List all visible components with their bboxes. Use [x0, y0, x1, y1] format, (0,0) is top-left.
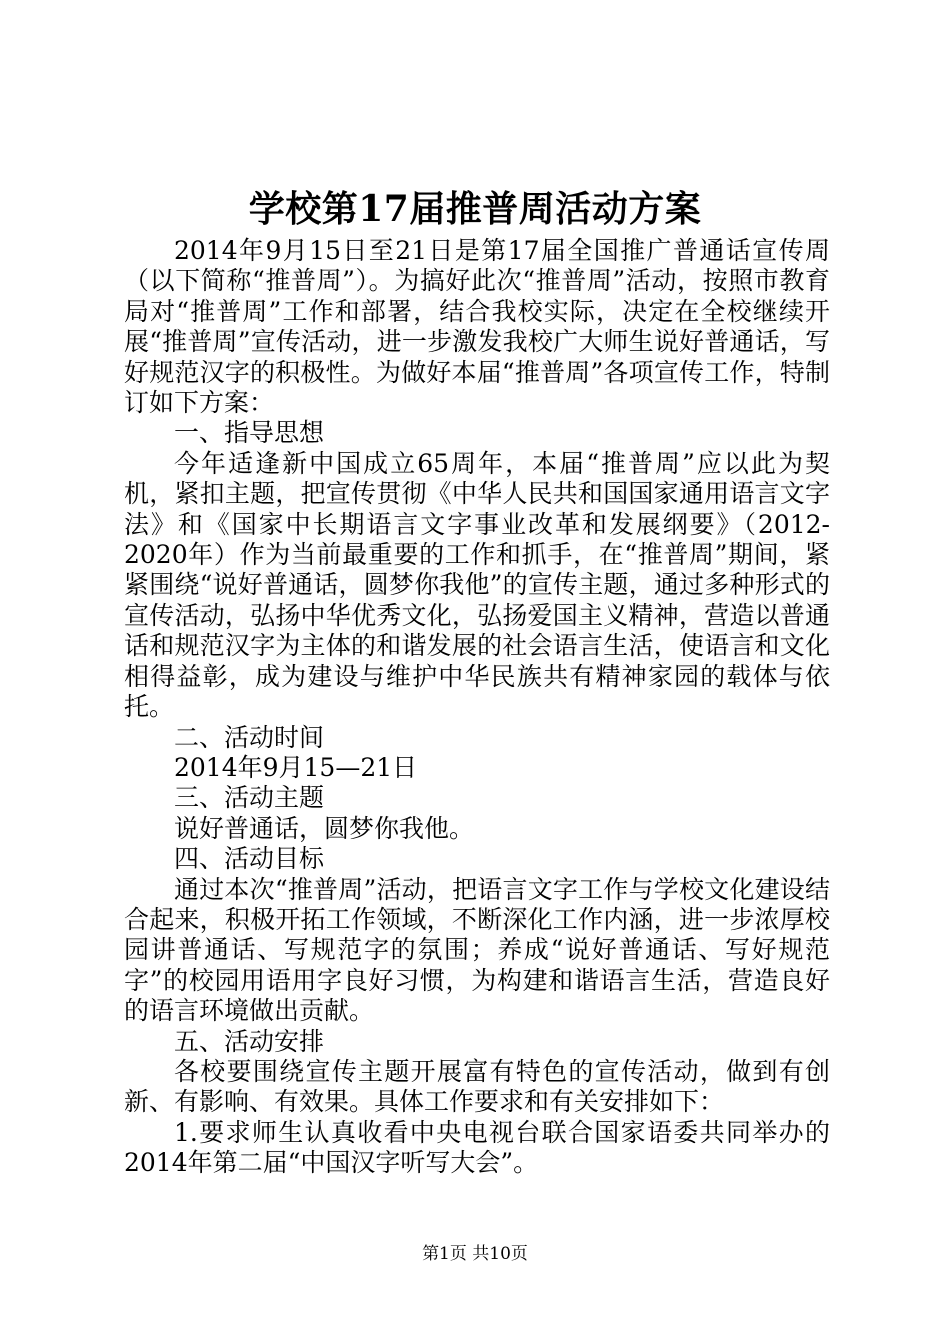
heading-activity-theme: 三、活动主题 [174, 783, 325, 813]
document-body [124, 236, 830, 1179]
paragraph-activity-arrangement: 各校要围绕宣传主题开展富有特色的宣传活动，做到有创新、有影响、有效果。具体工作要求和有关安排如下： [124, 1056, 830, 1117]
heading-activity-arrangement: 五、活动安排 [174, 1026, 325, 1056]
paragraph-guiding-ideology: 今年适逢新中国成立65周年，本届“推普周”应以此为契机，紧扣主题，把宣传贯彻《中华人民共和国国家通用语言文字法》和《国家中长期语言文字事业改革和发展纲要》（2012-2020年）作为当前最重要的工作和抓手，在“推普周”期间，紧紧围绕“说好普通话，圆梦你我他”的宣传主题，通过多种形式的宣传活动，弘扬中华优秀文化，弘扬爱国主义精神，营造以普通话和规范汉字为主体的和谐发展的社会语言生活，使语言和文化相得益彰，成为建设与维护中华民族共有精神家园的载体与依托。 [124, 448, 830, 722]
heading-guiding-ideology: 一、指导思想 [174, 418, 325, 448]
paragraph-activity-theme: 说好普通话，圆梦你我他。 [174, 813, 475, 843]
paragraph-activity-time: 2014年9月15—21日 [174, 752, 418, 782]
page-footer: 第1页 共10页 [422, 1244, 528, 1264]
paragraph-activity-goals: 通过本次“推普周”活动，把语言文字工作与学校文化建设结合起来，积极开拓工作领域，不断深化工作内涵，进一步浓厚校园讲普通话、写规范字的氛围；养成“说好普通话、写好规范字”的校园用语用字良好习惯，为构建和谐语言生活，营造良好的语言环境做出贡献。 [124, 874, 830, 1026]
heading-activity-time: 二、活动时间 [174, 722, 325, 752]
document-title: 学校第17届推普周活动方案 [248, 188, 702, 230]
heading-activity-goals: 四、活动目标 [174, 844, 325, 874]
paragraph-intro: 2014年9月15日至21日是第17届全国推广普通话宣传周（以下简称“推普周”）。为搞好此次“推普周”活动，按照市教育局对“推普周”工作和部署，结合我校实际，决定在全校继续开展“推普周”宣传活动，进一步激发我校广大师生说好普通话，写好规范汉字的积极性。为做好本届“推普周”各项宣传工作，特制订如下方案： [124, 236, 830, 418]
paragraph-arrangement-item-1: 1.要求师生认真收看中央电视台联合国家语委共同举办的2014年第二届“中国汉字听写大会”。 [124, 1117, 830, 1178]
